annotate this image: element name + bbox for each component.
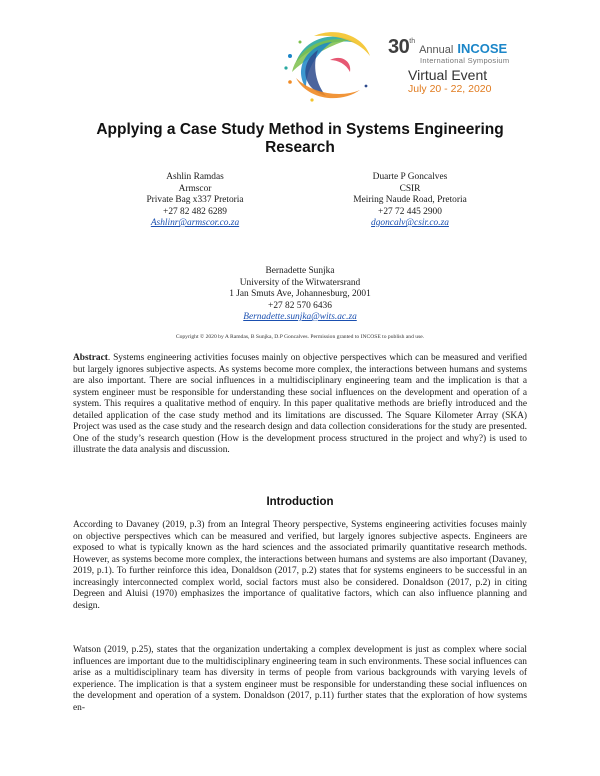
event-branding (388, 36, 588, 106)
event-type: Virtual Event (408, 67, 488, 83)
author-name: Duarte P Goncalves (372, 172, 448, 182)
author-address: Private Bag x337 Pretoria (146, 195, 244, 205)
author-address: Meiring Naude Road, Pretoria (353, 195, 467, 205)
abstract-text: . Systems engineering activities focuses mainly on objective perspectives which can be measured and verified but largely ignores subjective aspects. As systems become more complex, the interactions between humans and systems are also important. There are social influences in a multidisciplinary engineering team and the implication is that a system engineer must be responsible for understanding these social influences on the development and operation of a system. This requires a qualitative method of enquiry. In this paper qualitative methods are briefly introduced and the detailed application of the case study method and its limitations are discussed. The Square Kilometer Array (SKA) Project was used as the case study and the research design and data collection considerations for the study are presented. One of the study’s research question (How is the development process structured in the project and why?) is used to illustrate the data analysis and discussion. (73, 353, 527, 456)
author-block-1 (75, 172, 315, 230)
copyright-notice: Copyright © 2020 by A Ramdas, B Sunjka, D.P Goncalves. Permission granted to INCOSE to publish and use. (175, 334, 425, 340)
author-email-link[interactable]: Bernadette.sunjka@wits.ac.za (243, 312, 357, 322)
edition-number: 30 (388, 36, 410, 58)
intro-paragraph-1: According to Davaney (2019, p.3) from an Integral Theory perspective, Systems engineering activities focuses mainly on objective perspectives which can be measured and verified, but largely ignores subjective aspects. Engineers are exposed to what is typically known as the hard sciences and the associated primarily quantitative research methods. However, as systems become more complex, the interactions between humans and systems are also important (Davaney, 2019, p.1). To further reinforce this idea, Donaldson (2017, p.2) states that for systems engineers to be successful in an increasingly interconnected complex world, social factors must also be considered. Donaldson (2017, p.2) in citing Degreen and Aluisi (1970) emphasizes the importance of qualitative factors, which can also influence planning and design. (73, 520, 527, 611)
author-phone: +27 82 482 6289 (163, 206, 227, 217)
author-address: 1 Jan Smuts Ave, Johannesburg, 2001 (229, 289, 371, 299)
author-org: CSIR (399, 183, 421, 194)
author-email-link[interactable]: Ashlinr@armscor.co.za (150, 218, 240, 228)
abstract-paragraph (73, 353, 527, 457)
abstract-label: Abstract (73, 353, 108, 363)
author-org: Armscor (178, 183, 212, 194)
author-block-2 (290, 172, 530, 230)
colorful-swirl-icon (280, 22, 392, 110)
author-phone: +27 82 570 6436 (268, 300, 332, 311)
edition-annual: Annual (419, 44, 454, 56)
section-heading-introduction: Introduction (266, 496, 334, 508)
author-name: Ashlin Ramdas (166, 172, 224, 182)
edition-ordinal: th (409, 38, 416, 45)
org-name: INCOSE (457, 41, 508, 56)
symposium-label: International Symposium (420, 56, 510, 65)
paper-title: Applying a Case Study Method in Systems Engineering Research (96, 121, 504, 156)
incose-logo (280, 22, 392, 110)
intro-paragraph-2: Watson (2019, p.25), states that the organization undertaking a complex development is just as complex where social influences are important due to the multidisciplinary engineering team in such environments. These social influences can arise as a multidisciplinary team has diversity in terms of people from various backgrounds with varying levels of experience. The implication is that a system engineer must be responsible for understanding these social influences on the development and operation of a system. Donaldson (2017, p.11) further states that the exploration of how systems en- (73, 645, 527, 713)
author-phone: +27 72 445 2900 (378, 206, 442, 217)
author-org: University of the Witwatersrand (239, 277, 361, 288)
author-email-link[interactable]: dgoncalv@csir.co.za (371, 218, 449, 228)
author-name: Bernadette Sunjka (265, 266, 335, 276)
event-dates: July 20 - 22, 2020 (408, 83, 492, 95)
author-block-3 (180, 266, 420, 324)
